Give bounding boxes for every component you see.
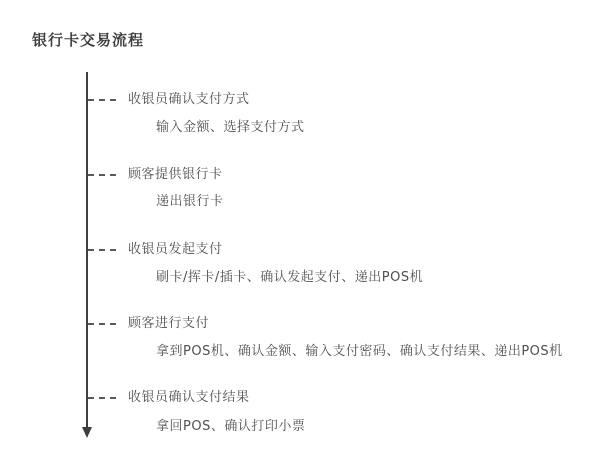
step-label: 收银员发起支付 bbox=[128, 242, 223, 257]
step-label: 收银员确认支付结果 bbox=[128, 390, 250, 405]
step-label: 顾客提供银行卡 bbox=[128, 167, 223, 182]
page-title: 银行卡交易流程 bbox=[32, 31, 145, 49]
step-detail: 输入金额、选择支付方式 bbox=[156, 120, 305, 135]
arrow-down-icon bbox=[82, 427, 92, 438]
dashed-connector bbox=[88, 99, 119, 101]
step-detail: 递出银行卡 bbox=[156, 194, 224, 209]
step-detail: 拿到POS机、确认金额、输入支付密码、确认支付结果、递出POS机 bbox=[156, 344, 563, 359]
dashed-connector bbox=[88, 174, 119, 176]
dashed-connector bbox=[88, 249, 119, 251]
dashed-connector bbox=[88, 323, 119, 325]
step-detail: 刷卡/挥卡/插卡、确认发起支付、递出POS机 bbox=[156, 270, 424, 285]
step-label: 收银员确认支付方式 bbox=[128, 92, 250, 107]
dashed-connector bbox=[88, 397, 119, 399]
step-label: 顾客进行支付 bbox=[128, 316, 210, 331]
step-detail: 拿回POS、确认打印小票 bbox=[156, 419, 306, 434]
